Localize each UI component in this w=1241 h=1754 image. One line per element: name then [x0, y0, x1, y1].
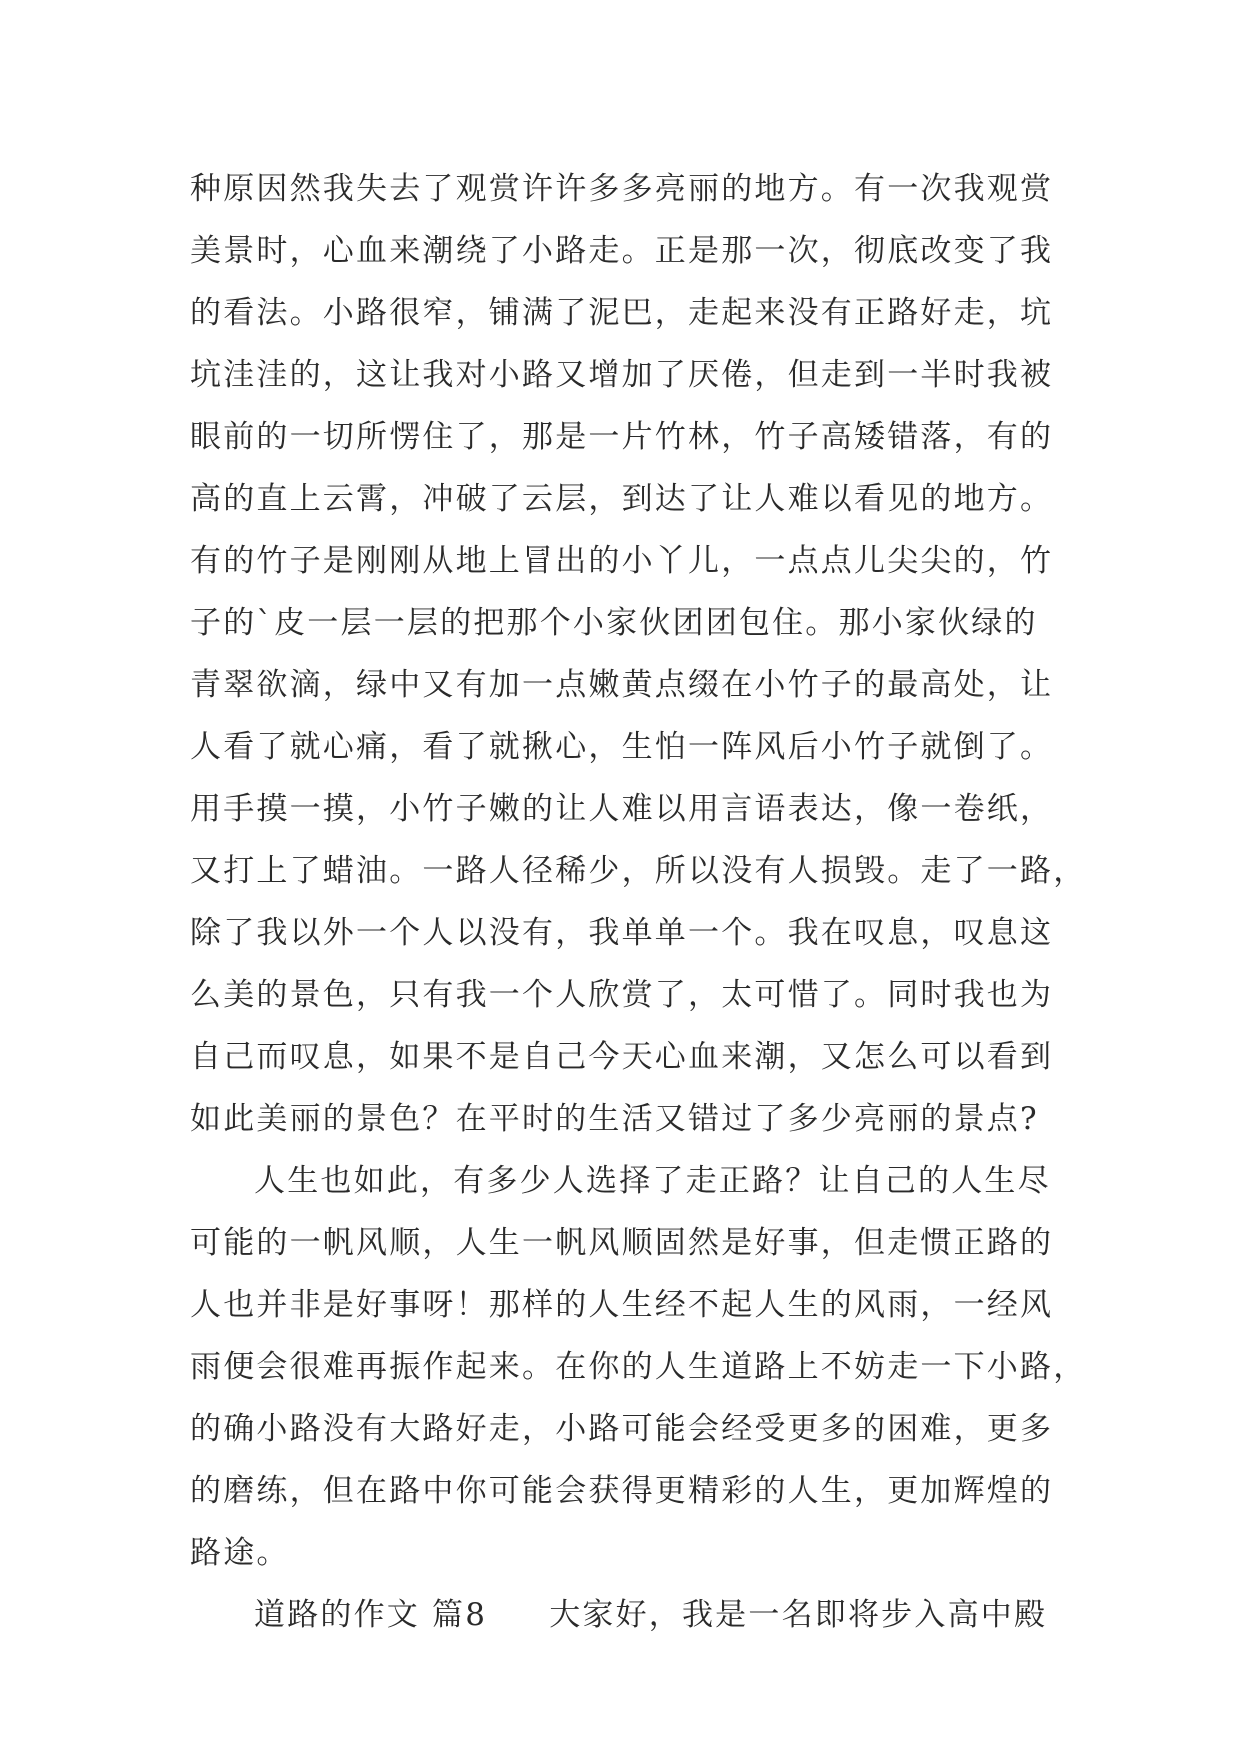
text-line: 种原因然我失去了观赏许许多多亮丽的地方。有一次我观赏: [190, 171, 1054, 207]
text-line: 美景时，心血来潮绕了小路走。正是那一次，彻底改变了我: [190, 233, 1054, 269]
text-line: 雨便会很难再振作起来。在你的人生道路上不妨走一下小路，: [190, 1349, 1087, 1385]
text-line: 的确小路没有大路好走，小路可能会经受更多的困难，更多: [190, 1411, 1054, 1447]
text-line: 路途。: [190, 1535, 290, 1571]
text-line: 的磨练，但在路中你可能会获得更精彩的人生，更加辉煌的: [190, 1473, 1054, 1509]
text-line: 又打上了蜡油。一路人径稀少，所以没有人损毁。走了一路，: [190, 853, 1087, 889]
text-line: 么美的景色，只有我一个人欣赏了，太可惜了。同时我也为: [190, 977, 1054, 1013]
text-line: 青翠欲滴，绿中又有加一点嫩黄点缀在小竹子的最高处，让: [190, 667, 1054, 703]
section-heading-line: [190, 1584, 1070, 1646]
section-title: 道路的作文 篇8: [254, 1597, 488, 1633]
text-line: 人生也如此，有多少人选择了走正路？让自己的人生尽: [254, 1163, 1051, 1199]
text-line: 高的直上云霄，冲破了云层，到达了让人难以看见的地方。: [190, 481, 1054, 517]
paragraph-2: [190, 1150, 1087, 1584]
text-line: 眼前的一切所愣住了，那是一片竹林，竹子高矮错落，有的: [190, 419, 1054, 455]
text-line: 用手摸一摸，小竹子嫩的让人难以用言语表达，像一卷纸，: [190, 791, 1054, 827]
text-line: 自己而叹息，如果不是自己今天心血来潮，又怎么可以看到: [190, 1039, 1054, 1075]
text-line: 有的竹子是刚刚从地上冒出的小丫儿，一点点儿尖尖的，竹: [190, 543, 1054, 579]
text-line: 人也并非是好事呀！那样的人生经不起人生的风雨，一经风: [190, 1287, 1054, 1323]
body-text: [190, 158, 1087, 1646]
text-line: 子的`皮一层一层的把那个小家伙团团包住。那小家伙绿的: [190, 605, 1038, 641]
text-line: 的看法。小路很窄，铺满了泥巴，走起来没有正路好走，坑: [190, 295, 1054, 331]
text-line: 人看了就心痛，看了就揪心，生怕一阵风后小竹子就倒了。: [190, 729, 1054, 765]
paragraph-1: [190, 158, 1087, 1150]
text-line: 如此美丽的景色？在平时的生活又错过了多少亮丽的景点?: [190, 1101, 1039, 1137]
text-line: 除了我以外一个人以没有，我单单一个。我在叹息，叹息这: [190, 915, 1054, 951]
section-intro-text: 大家好，我是一名即将步入高中殿: [549, 1597, 1048, 1633]
text-line: 坑洼洼的，这让我对小路又增加了厌倦，但走到一半时我被: [190, 357, 1054, 393]
text-line: 可能的一帆风顺，人生一帆风顺固然是好事，但走惯正路的: [190, 1225, 1054, 1261]
